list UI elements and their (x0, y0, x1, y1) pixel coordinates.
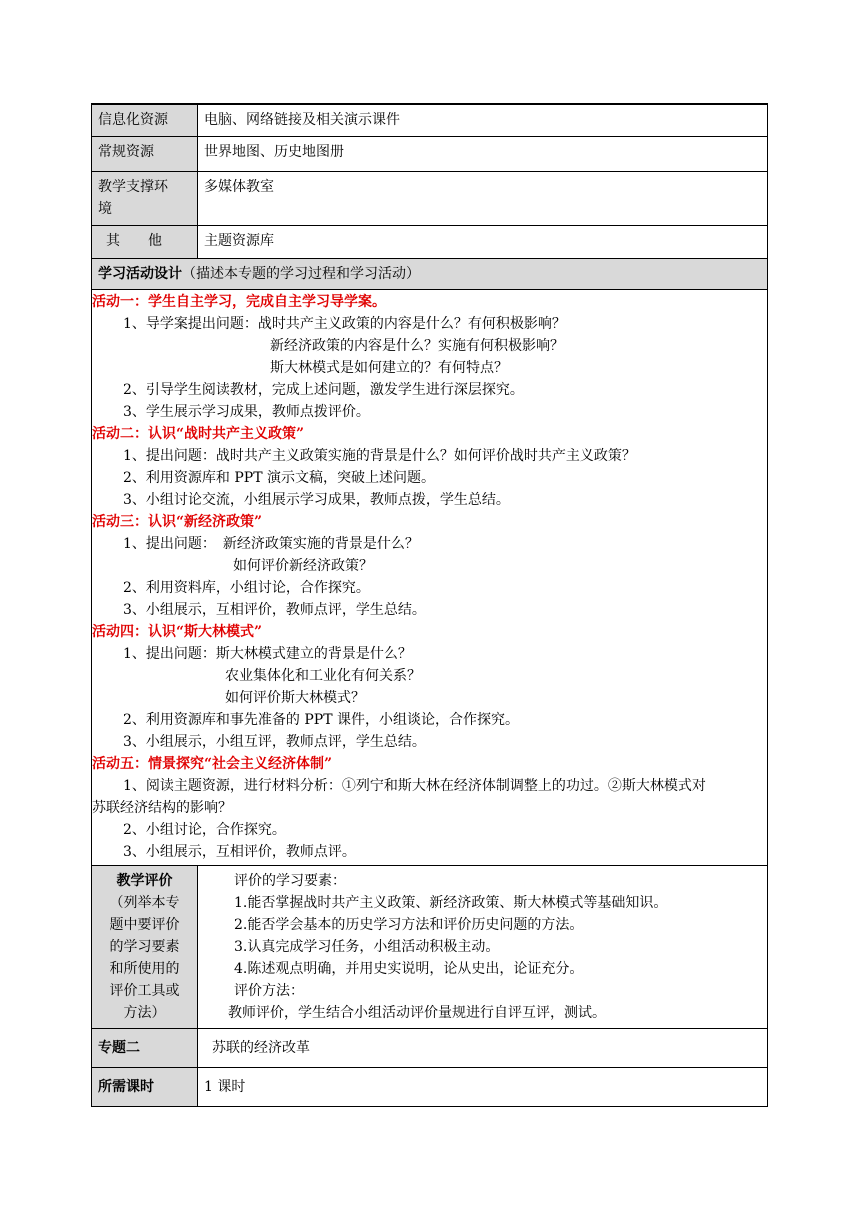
regular-resources-row (92, 136, 768, 171)
evaluation-line-6: 评价方法： (234, 982, 304, 999)
evaluation-label-line-3: 的学习要素 (109, 938, 180, 955)
evaluation-label (92, 865, 198, 1028)
activity-4-line-1: 1、提出问题：斯大林模式建立的背景是什么？ (123, 645, 412, 662)
teaching-environment-value: 多媒体教室 (198, 171, 768, 225)
evaluation-label-title: 教学评价 (116, 872, 173, 889)
activity-2-line-3: 3、小组讨论交流，小组展示学习成果，教师点拨，学生总结。 (123, 491, 510, 508)
activity-2-line-2: 2、利用资源库和 PPT 演示文稿，突破上述问题。 (123, 469, 435, 486)
evaluation-row (92, 865, 768, 1028)
activity-5-title: 活动五：情景探究“社会主义经济体制” (92, 755, 333, 772)
activity-design-heading: 学习活动设计 (98, 265, 182, 282)
evaluation-line-5: 4.陈述观点明确，并用史实说明，论从史出，论证充分。 (234, 960, 584, 977)
activity-4-line-4: 2、利用资源库和事先准备的 PPT 课件，小组谈论，合作探究。 (123, 711, 519, 728)
activity-1-line-1: 1、导学案提出问题：战时共产主义政策的内容是什么？有何积极影响？ (123, 315, 566, 332)
activity-1-line-2: 新经济政策的内容是什么？实施有何积极影响？ (270, 337, 564, 354)
regular-resources-value: 世界地图、历史地图册 (198, 136, 768, 171)
evaluation-line-7: 教师评价，学生结合小组活动评价量规进行自评互评，测试。 (228, 1004, 606, 1021)
activities-row (92, 289, 768, 865)
evaluation-line-1: 评价的学习要素： (234, 872, 346, 889)
other-label: 其 他 (92, 225, 198, 258)
other-row (92, 225, 768, 258)
activity-3-line-3: 2、利用资料库，小组讨论，合作探究。 (123, 579, 370, 596)
regular-resources-label: 常规资源 (92, 136, 198, 171)
activity-3-line-2: 如何评价新经济政策？ (233, 557, 373, 574)
activity-5-line-4: 3、小组展示，互相评价，教师点评。 (123, 843, 356, 860)
activity-5-line-2: 苏联经济结构的影响？ (92, 799, 232, 816)
activity-design-header (92, 258, 768, 289)
teaching-environment-label (92, 171, 198, 225)
evaluation-line-4: 3.认真完成学习任务，小组活动积极主动。 (234, 938, 500, 955)
evaluation-label-line-5: 评价工具或 (109, 982, 180, 999)
evaluation-label-line-2: 题中要评价 (109, 916, 180, 933)
hours-label: 所需课时 (92, 1067, 198, 1106)
evaluation-line-3: 2.能否学会基本的历史学习方法和评价历史问题的方法。 (234, 916, 584, 933)
evaluation-label-line-6: 方法） (123, 1004, 166, 1021)
teaching-environment-label-line2: 境 (98, 200, 112, 217)
evaluation-label-line-4: 和所使用的 (109, 960, 180, 977)
activity-2-line-1: 1、提出问题：战时共产主义政策实施的背景是什么？如何评价战时共产主义政策？ (123, 447, 636, 464)
activity-5-line-1: 1、阅读主题资源，进行材料分析：①列宁和斯大林在经济体制调整上的功过。②斯大林模式对 (123, 777, 706, 794)
info-resources-label: 信息化资源 (92, 104, 198, 136)
info-resources-value: 电脑、网络链接及相关演示课件 (198, 104, 768, 136)
hours-value: 1 课时 (198, 1067, 768, 1106)
activity-1-title: 活动一：学生自主学习，完成自主学习导学案。 (92, 293, 386, 310)
activity-5-line-3: 2、小组讨论，合作探究。 (123, 821, 286, 838)
lesson-plan-table (91, 103, 768, 1107)
topic-row (92, 1028, 768, 1067)
activity-4-line-5: 3、小组展示，小组互评，教师点评，学生总结。 (123, 733, 426, 750)
activity-design-note: （描述本专题的学习过程和学习活动） (182, 265, 420, 282)
evaluation-label-line-1: （列举本专 (109, 894, 180, 911)
activities-cell (92, 289, 768, 865)
activity-2-title: 活动二：认识“战时共产主义政策” (92, 425, 305, 442)
info-resources-row (92, 104, 768, 136)
topic-value: 苏联的经济改革 (198, 1028, 768, 1067)
teaching-environment-label-line1: 教学支撑环 (98, 178, 168, 195)
activity-4-line-3: 如何评价斯大林模式？ (225, 689, 365, 706)
hours-row (92, 1067, 768, 1106)
activity-3-line-4: 3、小组展示，互相评价，教师点评，学生总结。 (123, 601, 426, 618)
activity-3-line-1: 1、提出问题： 新经济政策实施的背景是什么？ (123, 535, 419, 552)
evaluation-line-2: 1.能否掌握战时共产主义政策、新经济政策、斯大林模式等基础知识。 (234, 894, 668, 911)
activity-4-title: 活动四：认识“斯大林模式” (92, 623, 263, 640)
activity-4-line-2: 农业集体化和工业化有何关系？ (225, 667, 421, 684)
activity-design-header-row (92, 258, 768, 289)
evaluation-content (198, 865, 768, 1028)
activity-1-line-4: 2、引导学生阅读教材，完成上述问题，激发学生进行深层探究。 (123, 381, 524, 398)
topic-label: 专题二 (92, 1028, 198, 1067)
activity-1-line-3: 斯大林模式是如何建立的？有何特点？ (270, 359, 508, 376)
activity-1-line-5: 3、学生展示学习成果，教师点拨评价。 (123, 403, 370, 420)
activity-3-title: 活动三：认识“新经济政策” (92, 513, 263, 530)
other-value: 主题资源库 (198, 225, 768, 258)
teaching-environment-row (92, 171, 768, 225)
